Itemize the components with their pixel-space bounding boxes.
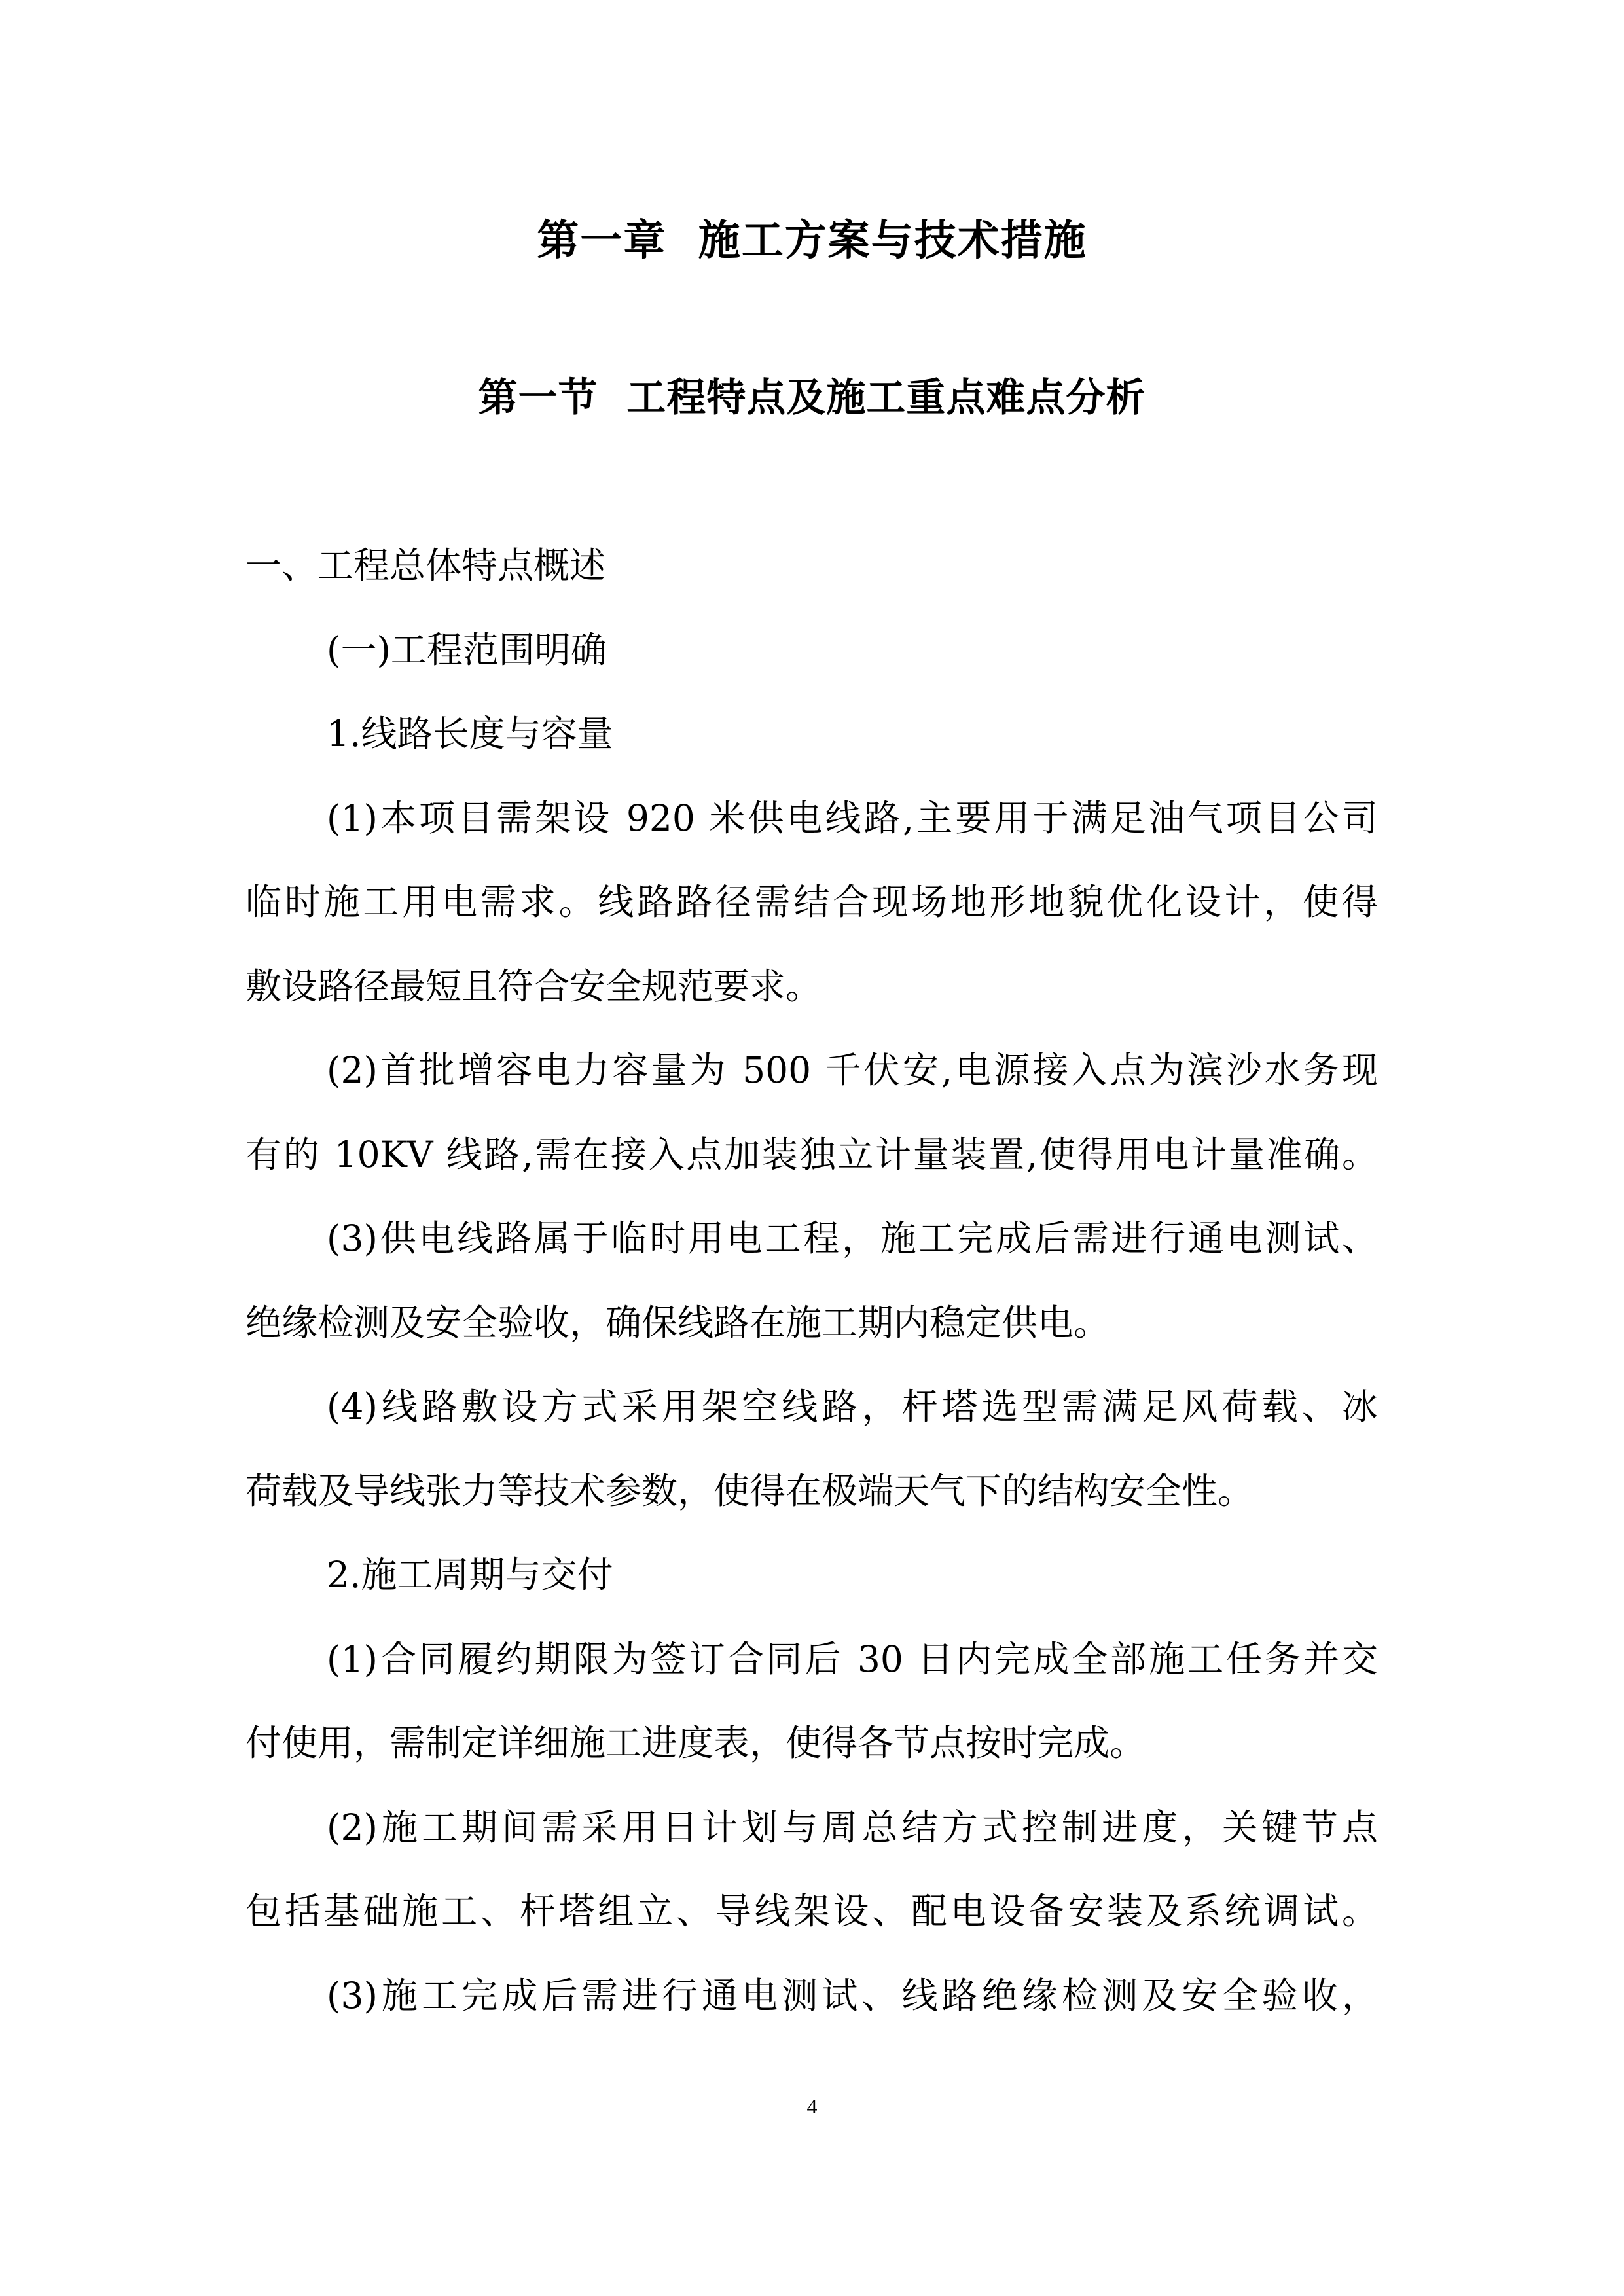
- page-number: 4: [806, 2094, 818, 2118]
- paragraph-line: 包括基础施工、杆塔组立、导线架设、配电设备安装及系统调试。: [245, 1890, 1378, 1932]
- paragraph-line: (4)线路敷设方式采用架空线路，杆塔选型需满足风荷载、冰: [327, 1386, 1378, 1427]
- paragraph-line: (1)合同履约期限为签订合同后 30 日内完成全部施工任务并交: [327, 1638, 1378, 1680]
- paragraph-line: (3)施工完成后需进行通电测试、线路绝缘检测及安全验收，: [327, 1974, 1378, 2017]
- paragraph-line: (2)首批增容电力容量为 500 千伏安,电源接入点为滨沙水务现: [327, 1049, 1378, 1091]
- paragraph-line: 荷载及导线张力等技术参数，使得在极端天气下的结构安全性。: [245, 1469, 1254, 1512]
- paragraph-line: (一)工程范围明确: [327, 628, 607, 671]
- section-title: 第一节 工程特点及施工重点难点分析: [478, 375, 1146, 421]
- paragraph-line: 绝缘检测及安全验收，确保线路在施工期内稳定供电。: [245, 1301, 1110, 1344]
- paragraph-line: 有的 10KV 线路,需在接入点加装独立计量装置,使得用电计量准确。: [245, 1133, 1378, 1175]
- paragraph-line: (2)施工期间需采用日计划与周总结方式控制进度，关键节点: [327, 1806, 1378, 1848]
- chapter-title: 第一章 施工方案与技术措施: [537, 217, 1087, 265]
- paragraph-line: 临时施工用电需求。线路路径需结合现场地形地貌优化设计，使得: [245, 881, 1378, 923]
- paragraph-line: 付使用，需制定详细施工进度表，使得各节点按时完成。: [245, 1722, 1146, 1764]
- body-text: [245, 524, 1378, 2037]
- paragraph-line: (3)供电线路属于临时用电工程，施工完成后需进行通电测试、: [327, 1217, 1378, 1259]
- paragraph-line: 一、工程总体特点概述: [245, 545, 606, 586]
- paragraph-line: 1.线路长度与容量: [327, 713, 613, 755]
- paragraph-line: 敷设路径最短且符合安全规范要求。: [245, 965, 822, 1007]
- paragraph-line: 2.施工周期与交付: [327, 1554, 613, 1596]
- paragraph-line: (1)本项目需架设 920 米供电线路,主要用于满足油气项目公司: [327, 797, 1378, 839]
